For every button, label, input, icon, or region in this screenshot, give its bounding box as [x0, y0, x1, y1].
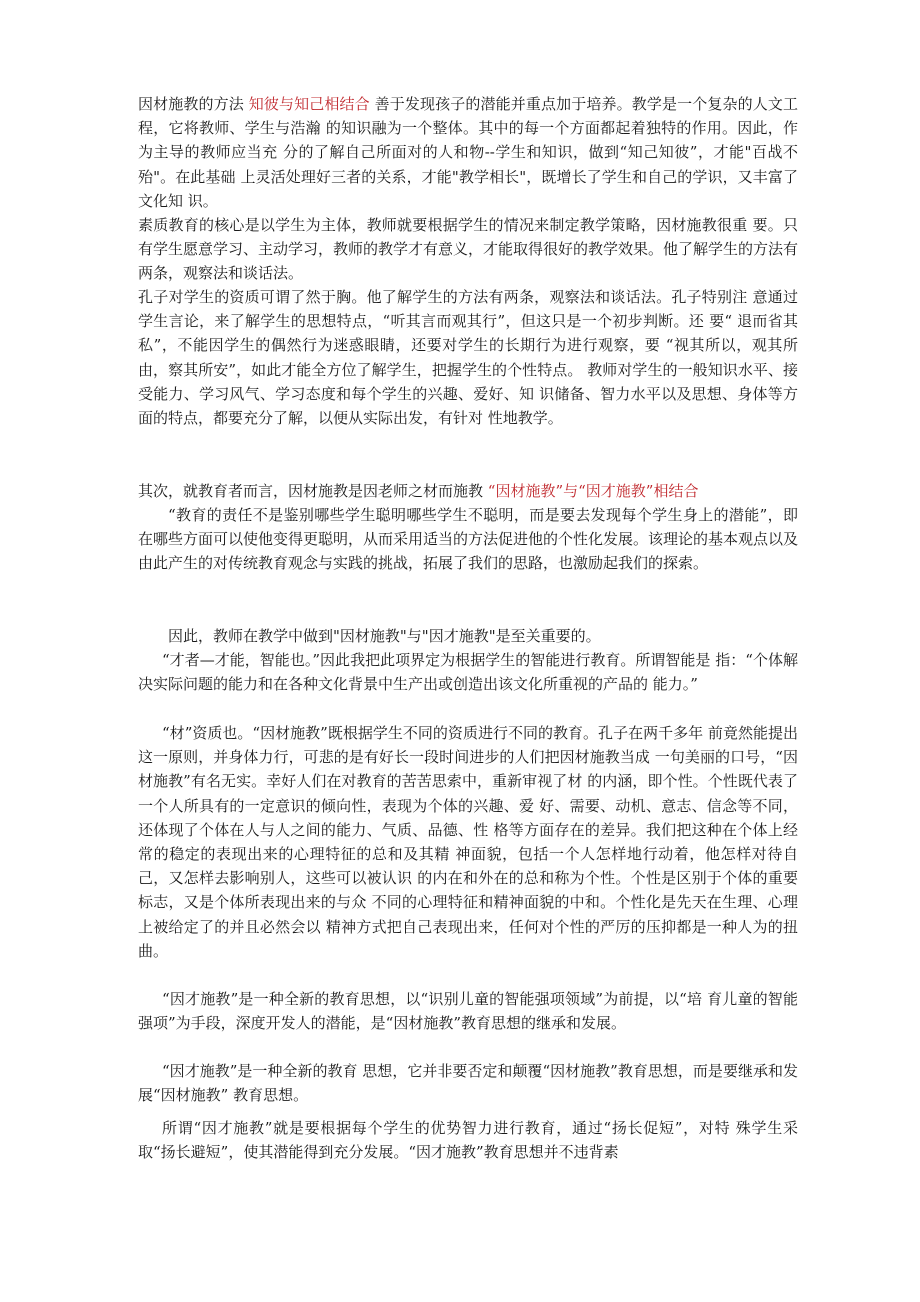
- paragraph-quality-education: 素质教育的核心是以学生为主体，教师就要根据学生的情况来制定教学策略，因材施教很重 要。只有学生愿意学习、主动学习，教师的教学才有意义，才能取得很好的教学效果。他了解学生的方法有两条，观察法和谈话法。: [138, 216, 799, 283]
- paragraph-new-idea: “因才施教”是一种全新的教育思想，以“识别儿童的智能强项领域”为前提，以“培 育儿童的智能强项”为手段，深度开发人的潜能，是“因材施教”教育思想的继承和发展。: [138, 990, 798, 1033]
- paragraph-text: 善于发现孩子的潜能并重点加于培养。教学是一个复杂的人文工程，它将教师、学生与浩瀚 的知识融为一个整体。其中的每一个方面都起着独特的作用。因此，作为主导的教师应当充 分的了解自己所面对的人和物--学生和知识，做到“知己知彼”，才能"百战不殆"。在此基础 上灵活处理好三者的关系，才能"教学相长"，既增长了学生和自己的学识，又丰富了文化知 识。: [138, 95, 798, 210]
- paragraph-talent-definition: “才者—才能，智能也。”因此我把此项界定为根据学生的智能进行教育。所谓智能是 指：“个体解决实际问题的能力和在各种文化背景中生产出或创造出该文化所重视的产品的 能力。”: [138, 651, 798, 694]
- highlighted-heading: “因材施教”与“因才施教”相结合: [487, 482, 699, 500]
- paragraph-education-responsibility: “教育的责任不是鉴别哪些学生聪明哪些学生不聪明，而是要去发现每个学生身上的潜能”，即在哪些方面可以使他变得更聪明，从而采用适当的方法促进他的个性化发展。该理论的基本观点以及由此产生的对传统教育观念与实践的挑战，拓展了我们的思路，也激励起我们的探索。: [138, 506, 799, 573]
- highlighted-heading: 知彼与知己相结合: [248, 95, 370, 113]
- paragraph-aptitude: “材”资质也。“因材施教”既根据学生不同的资质进行不同的教育。孔子在两千多年 前竟然能提出这一原则，并身体力行，可悲的是有好长一段时间进步的人们把因材施教当成 一句美丽的口号，“因材施教”有名无实。幸好人们在对教育的苦苦思索中，重新审视了材 的内涵，即个性。个性既代表了一个人所具有的一定意识的倾向性，表现为个体的兴趣、爱 好、需要、动机、意志、信念等不同，还体现了个体在人与人之间的能力、气质、品德、性 格等方面存在的差异。我们把这种在个体上经常的稳定的表现出来的心理特征的总和及其精 神面貌，包括一个人怎样地行动着，他怎样对待自己，又怎样去影响别人，这些可以被认识 的内在和外在的总和称为个性。个性是区别于个体的重要标志，又是个体所表现出来的与众 不同的心理特征和精神面貌的中和。个性化是先天在生理、心理上被给定了的并且必然会以 精神方式把自己表现出来，任何对个性的严厉的压抑都是一种人为的扭曲。: [138, 724, 798, 960]
- paragraph-text: 其次，就教育者而言，因材施教是因老师之材而施教: [138, 482, 488, 500]
- paragraph-confucius: 孔子对学生的资质可谓了然于胸。他了解学生的方法有两条，观察法和谈话法。孔子特别注 意通过学生言论，来了解学生的思想特点，“听其言而观其行”，但这只是一个初步判断。还 要“ 退而省其私”，不能因学生的偶然行为迷惑眼睛，还要对学生的长期行为进行观察，要 “视其所以，观其所由，察其所安”，如此才能全方位了解学生，把握学生的个性特点。 教师对学生的一般知识水平、接受能力、学习风气、学习态度和每个学生的兴趣、爱好、知 识储备、智力水平以及思想、身体等方面的特点，都要充分了解，以便从实际出发，有针对 性地教学。: [138, 288, 799, 428]
- paragraph-method: [138, 92, 798, 213]
- paragraph-therefore: 因此，教师在教学中做到"因材施教"与"因才施教"是至关重要的。: [168, 627, 601, 645]
- paragraph-text: 因材施教的方法: [138, 95, 249, 113]
- paragraph-strengths: 所谓“因才施教”就是要根据每个学生的优势智力进行教育，通过“扬长促短”，对特 殊学生采取“扬长避短”，使其潜能得到充分发展。“因才施教”教育思想并不违背素: [138, 1119, 798, 1162]
- paragraph-inherit: “因才施教”是一种全新的教育 思想，它并非要否定和颠覆“因材施教”教育思想，而是要继承和发展“因材施教” 教育思想。: [138, 1062, 798, 1105]
- paragraph-secondly: [138, 479, 798, 503]
